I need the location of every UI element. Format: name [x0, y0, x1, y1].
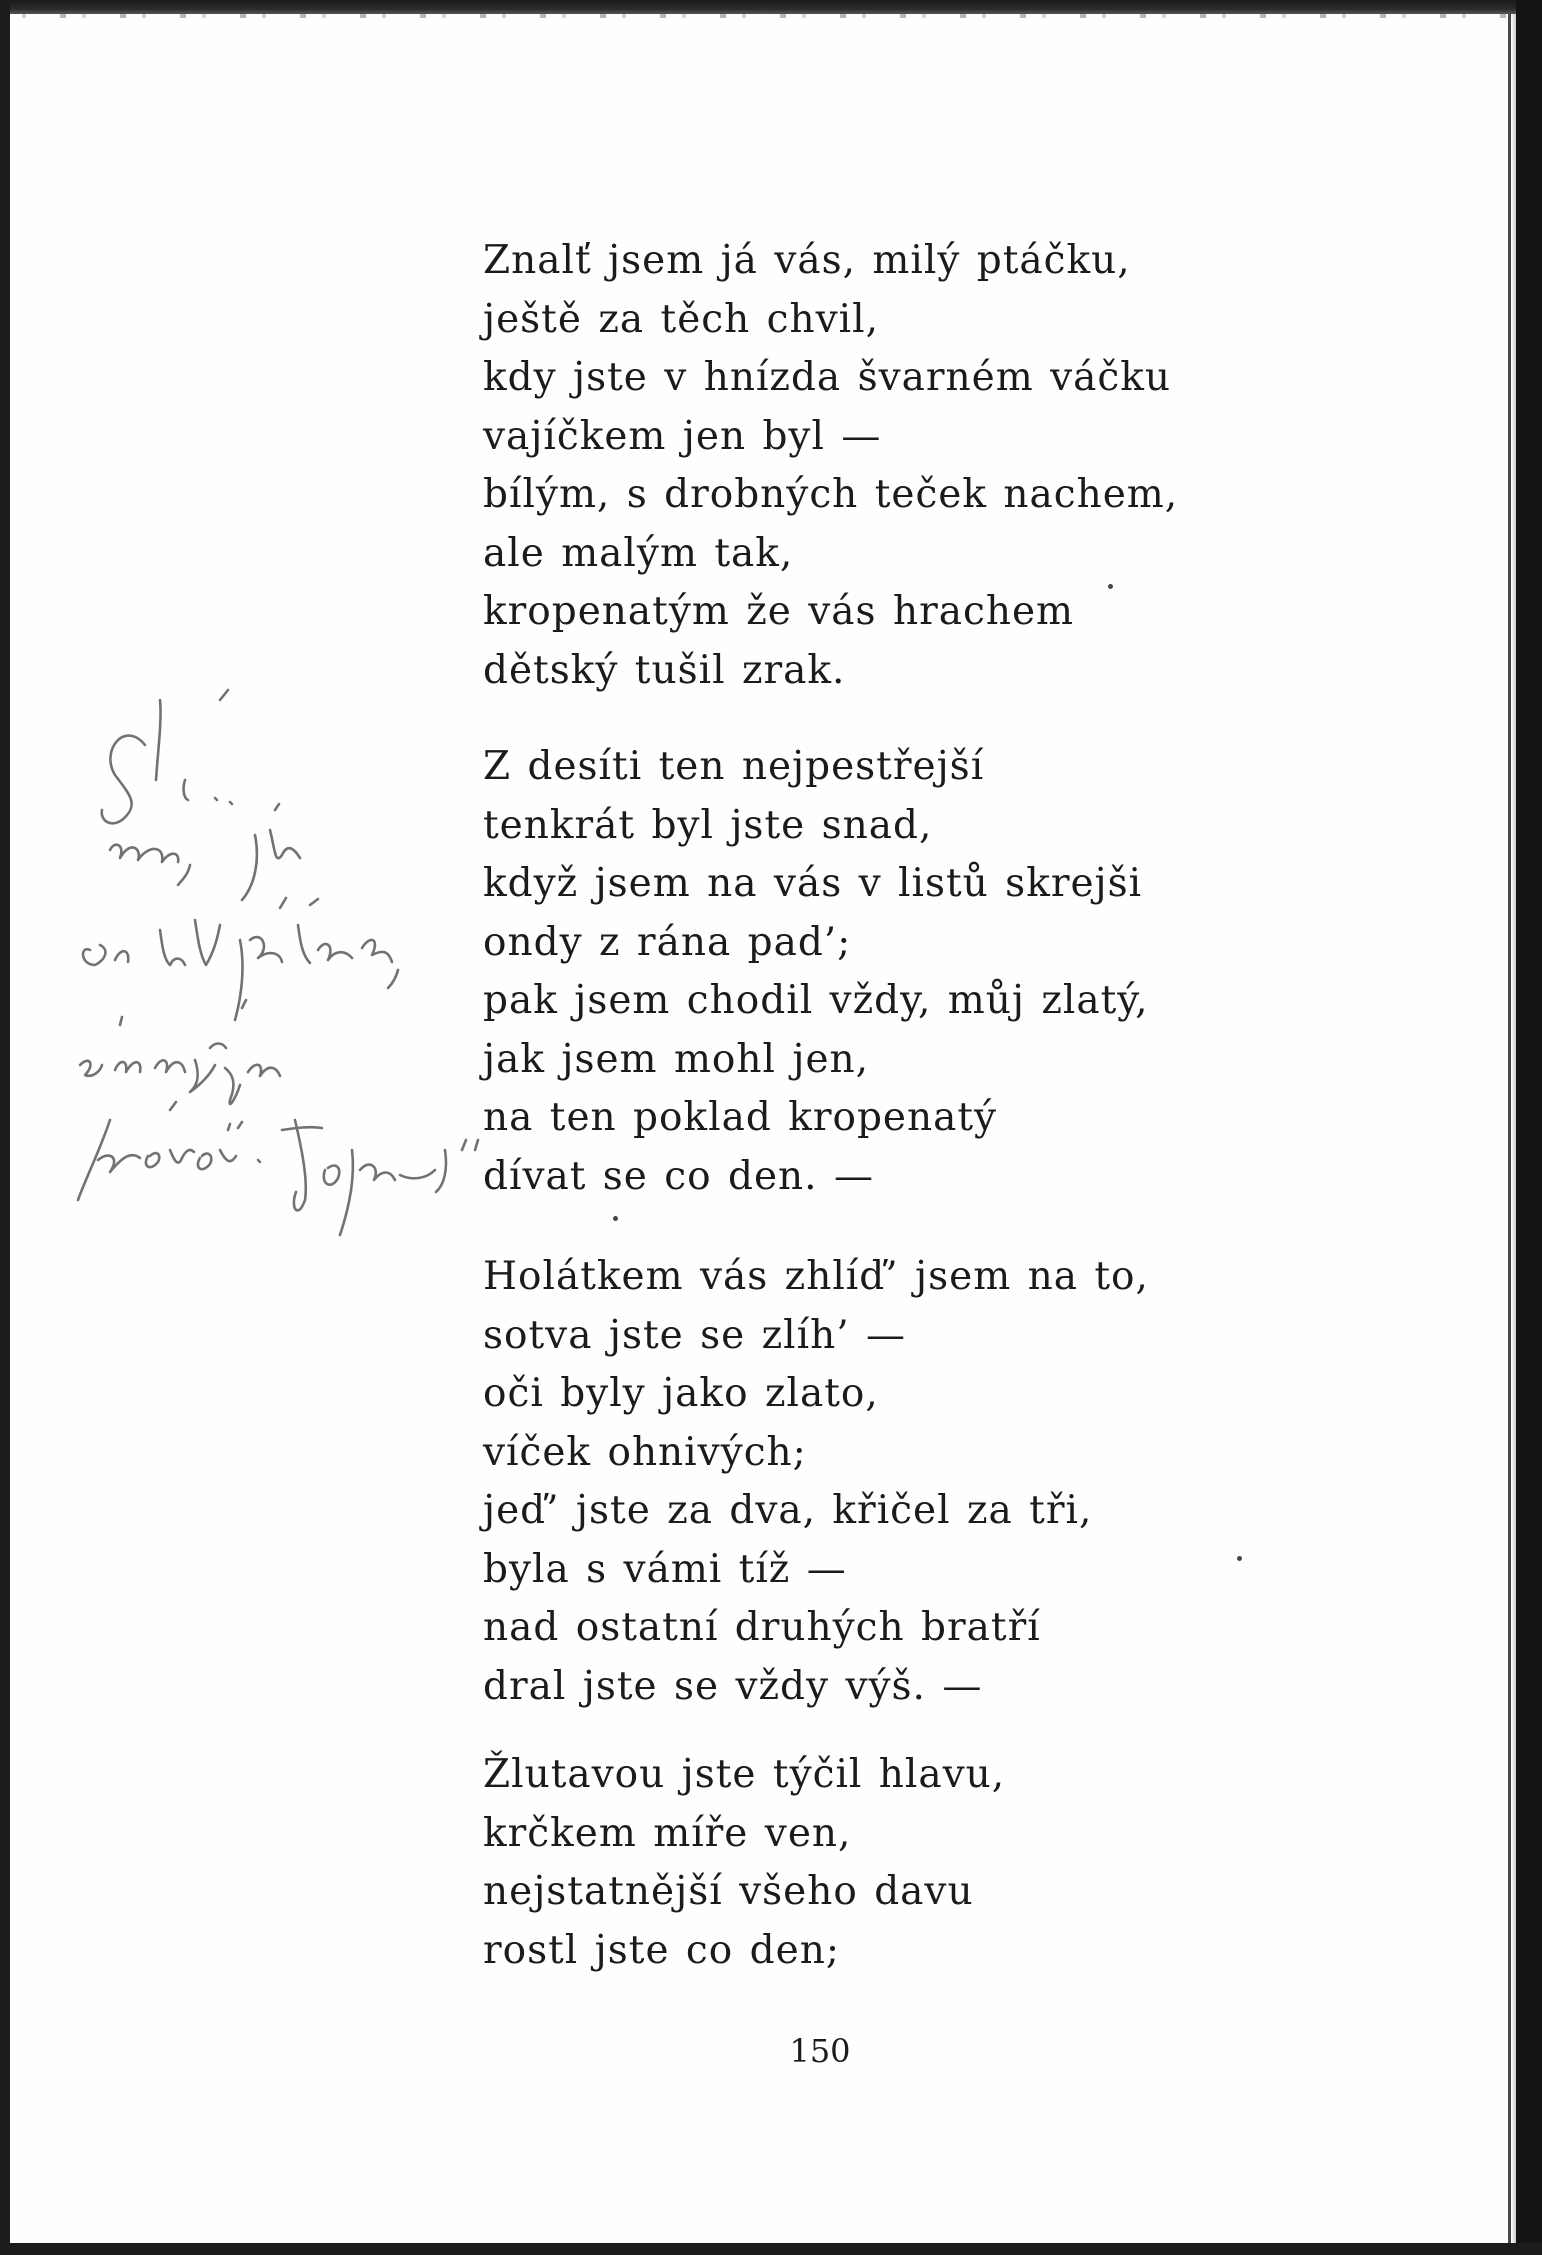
poem-line: pak jsem chodil vždy, můj zlatý, — [483, 978, 1149, 1023]
scan-edge-top — [0, 0, 1542, 14]
scan-edge-right-shadow — [1511, 14, 1516, 2243]
stanza-2 — [483, 738, 1243, 1206]
handwritten-margin-note — [70, 680, 500, 1240]
poem-line: nejstatnější všeho davu — [483, 1869, 974, 1914]
poem-line: na ten poklad kropenatý — [483, 1095, 998, 1140]
poem — [483, 232, 1243, 2018]
poem-line: sotva jste se zlíh’ — — [483, 1312, 906, 1358]
stray-mark — [1108, 584, 1113, 589]
poem-line: ještě za těch chvil, — [483, 296, 879, 342]
poem-line: ondy z rána pad’; — [483, 919, 852, 965]
scan-edge-bottom — [0, 2243, 1542, 2255]
scan-edge-right-line — [1508, 14, 1511, 2243]
poem-line: vajíčkem jen byl — — [483, 413, 882, 459]
poem-line: krčkem míře ven, — [483, 1810, 852, 1856]
poem-line: Znalť jsem já vás, milý ptáčku, — [483, 238, 1131, 283]
poem-line: dral jste se vždy výš. — — [483, 1663, 983, 1709]
stanza-1 — [483, 232, 1243, 700]
poem-line: tenkrát byl jste snad, — [483, 802, 933, 848]
poem-line: bílým, s drobných teček nachem, — [483, 472, 1179, 517]
poem-line: rostl jste co den; — [483, 1927, 840, 1973]
poem-line: oči byly jako zlato, — [483, 1371, 879, 1416]
scan-edge-top-speckle — [0, 14, 1542, 18]
stray-mark — [613, 1216, 618, 1221]
stray-mark — [1237, 1556, 1242, 1561]
scan-edge-right — [1516, 0, 1542, 2255]
poem-line: byla s vámi tíž — — [483, 1546, 847, 1592]
poem-line: víček ohnivých; — [483, 1429, 807, 1475]
poem-line: nad ostatní druhých bratří — [483, 1605, 1041, 1650]
poem-line: ale malým tak, — [483, 530, 794, 576]
poem-line: Žlutavou jste týčil hlavu, — [483, 1752, 1006, 1797]
poem-line: kdy jste v hnízda švarném váčku — [483, 355, 1171, 400]
poem-line: když jsem na vás v listů skrejši — [483, 861, 1143, 906]
scan-edge-left — [0, 0, 10, 2255]
poem-line: Holátkem vás zhlíď’ jsem na to, — [483, 1254, 1149, 1299]
stanza-4 — [483, 1746, 1243, 1980]
poem-line: Z desíti ten nejpestřejší — [483, 744, 985, 789]
poem-line: kropenatým že vás hrachem — [483, 589, 1075, 634]
poem-line: dětský tušil zrak. — [483, 647, 846, 693]
page-number: 150 — [789, 2032, 851, 2070]
poem-line: jak jsem mohl jen, — [483, 1036, 870, 1082]
stanza-3 — [483, 1248, 1243, 1716]
poem-line: jeď’ jste za dva, křičel za tři, — [483, 1488, 1093, 1533]
poem-line: dívat se co den. — — [483, 1153, 874, 1199]
